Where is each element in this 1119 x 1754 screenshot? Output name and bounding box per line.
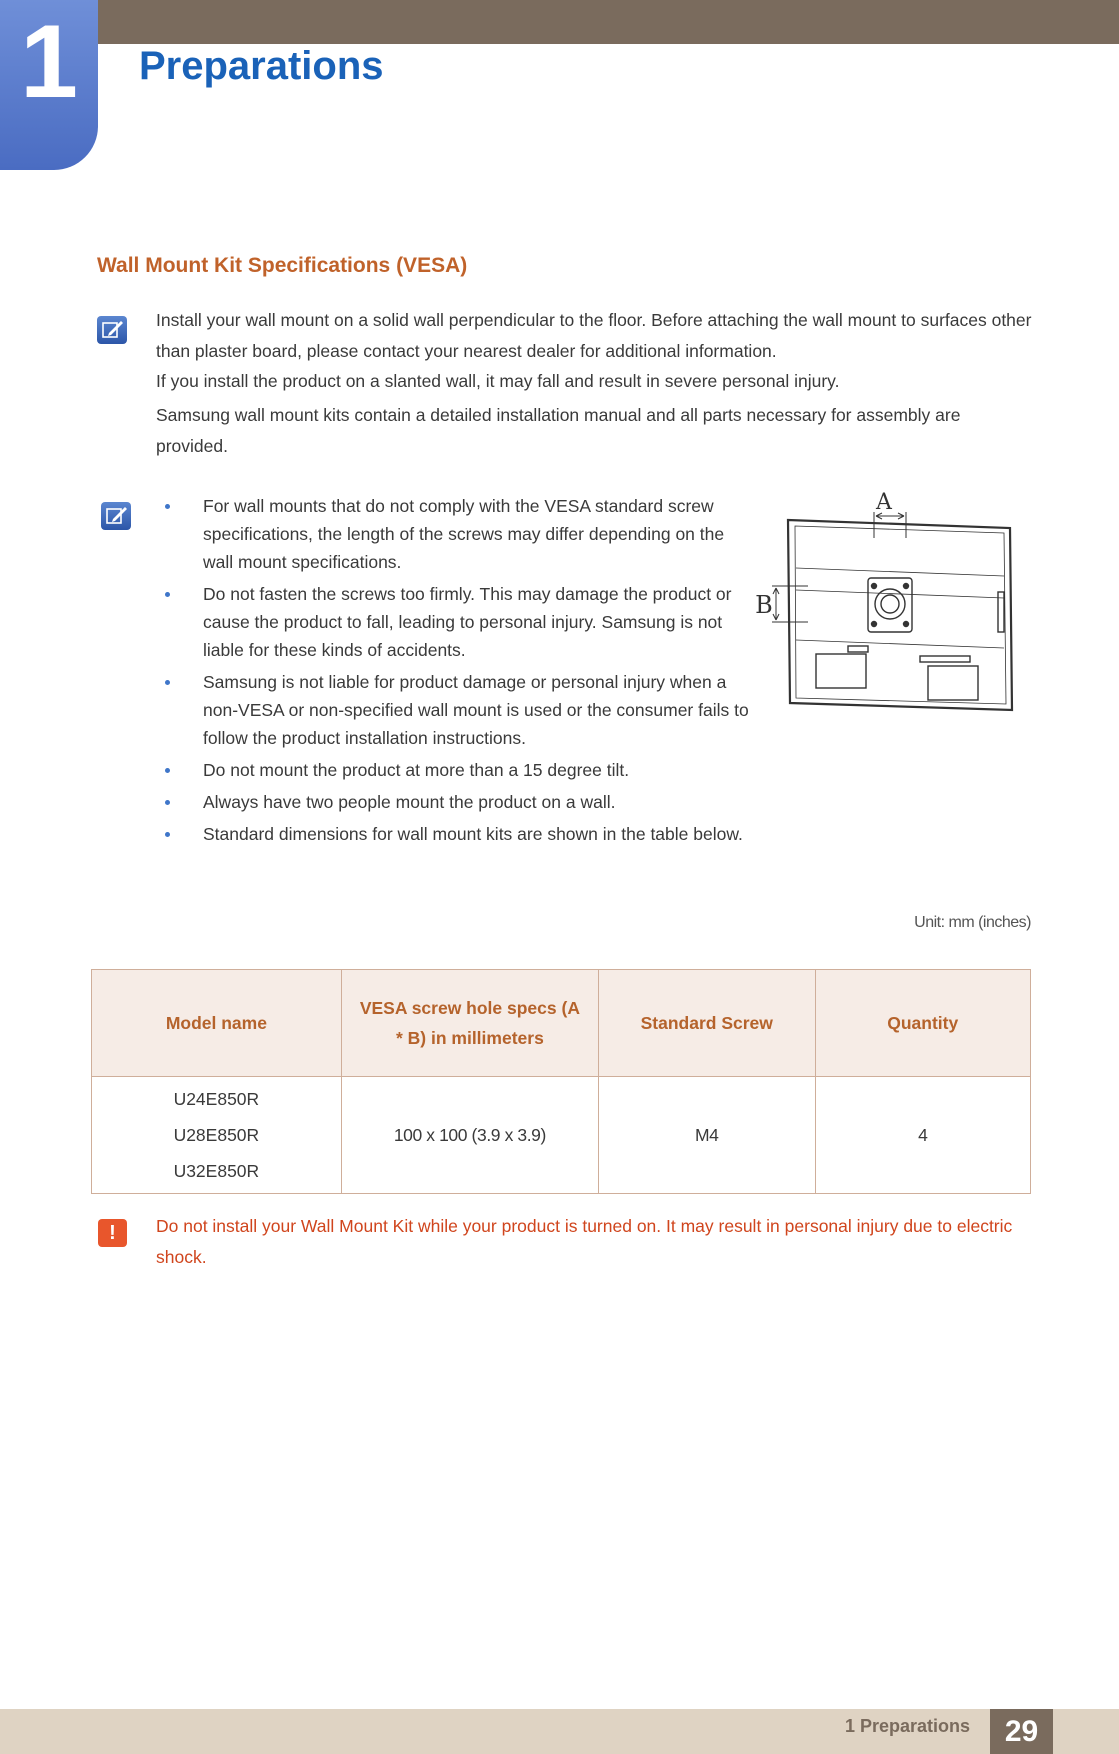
- note-pencil-icon: [101, 502, 131, 530]
- page-number: 29: [990, 1709, 1053, 1754]
- model-name: U32E850R: [173, 1161, 260, 1181]
- unit-note: Unit: mm (inches): [914, 914, 1031, 931]
- chapter-title: Preparations: [139, 44, 384, 88]
- rear-panel-right: [928, 666, 978, 700]
- quantity-cell: 4: [815, 1077, 1031, 1194]
- bullet-dot: [165, 768, 170, 773]
- bullet-text: Samsung is not liable for product damage or personal injury when a non-VESA or non-specified wall mount is used or the consumer fails to follow the product installation instructions.: [203, 672, 749, 748]
- list-item: [165, 788, 750, 816]
- bullet-text: Do not mount the product at more than a 15 degree tilt.: [203, 760, 630, 780]
- bullet-dot: [165, 592, 170, 597]
- rear-panel-left: [816, 654, 866, 688]
- bullet-list: [165, 492, 750, 852]
- vesa-spec-cell: 100 x 100 (3.9 x 3.9): [341, 1077, 598, 1194]
- bullet-text: Do not fasten the screws too firmly. This may damage the product or cause the product to fall, leading to personal injury. Samsung is not liable for these kinds of accidents.: [203, 584, 732, 660]
- top-bar: [0, 0, 1119, 44]
- section-title: Wall Mount Kit Specifications (VESA): [97, 254, 468, 277]
- list-item: [165, 756, 750, 784]
- list-item: [165, 492, 750, 576]
- header-vesa-specs: VESA screw hole specs (A * B) in millimeters: [341, 970, 598, 1077]
- warning-text: Do not install your Wall Mount Kit while your product is turned on. It may result in personal injury due to electric shock.: [156, 1216, 1013, 1267]
- diagram-label-a: A: [876, 490, 892, 515]
- bullet-text: Always have two people mount the product on a wall.: [203, 792, 616, 812]
- intro-paragraph-1: Install your wall mount on a solid wall perpendicular to the floor. Before attaching the wall mount to surfaces other than plaster board, please contact your nearest dealer for additional information.: [156, 310, 1032, 361]
- header-standard-screw: Standard Screw: [599, 970, 815, 1077]
- table-header-row: [92, 970, 1031, 1077]
- vesa-spec-table: [91, 969, 1031, 1194]
- monitor-back-diagram: [748, 490, 1024, 716]
- list-item: [165, 580, 750, 664]
- list-item: [165, 820, 750, 848]
- intro-paragraph-2: If you install the product on a slanted wall, it may fall and result in severe personal injury.: [156, 371, 840, 391]
- screw-cell: M4: [599, 1077, 815, 1194]
- header-model-name: Model name: [92, 970, 342, 1077]
- table-row: [92, 1077, 1031, 1194]
- bullet-dot: [165, 680, 170, 685]
- model-name: U28E850R: [173, 1125, 260, 1145]
- bullet-dot: [165, 832, 170, 837]
- model-name: U24E850R: [173, 1089, 260, 1109]
- list-item: [165, 668, 750, 752]
- bullet-text: For wall mounts that do not comply with the VESA standard screw specifications, the length of the screws may differ depending on the wall mount specifications.: [203, 496, 725, 572]
- intro-paragraph-3: Samsung wall mount kits contain a detailed installation manual and all parts necessary for assembly are provided.: [156, 405, 961, 456]
- warning-exclamation-icon: !: [98, 1219, 127, 1247]
- footer-chapter-label: 1 Preparations: [844, 1716, 970, 1736]
- chapter-number-badge: 1: [0, 0, 98, 170]
- bullet-dot: [165, 504, 170, 509]
- bullet-dot: [165, 800, 170, 805]
- note-pencil-icon: [97, 316, 127, 344]
- diagram-label-b: B: [755, 591, 773, 619]
- model-names-cell: [92, 1077, 342, 1194]
- bullet-text: Standard dimensions for wall mount kits are shown in the table below.: [203, 824, 743, 844]
- header-quantity: Quantity: [815, 970, 1031, 1077]
